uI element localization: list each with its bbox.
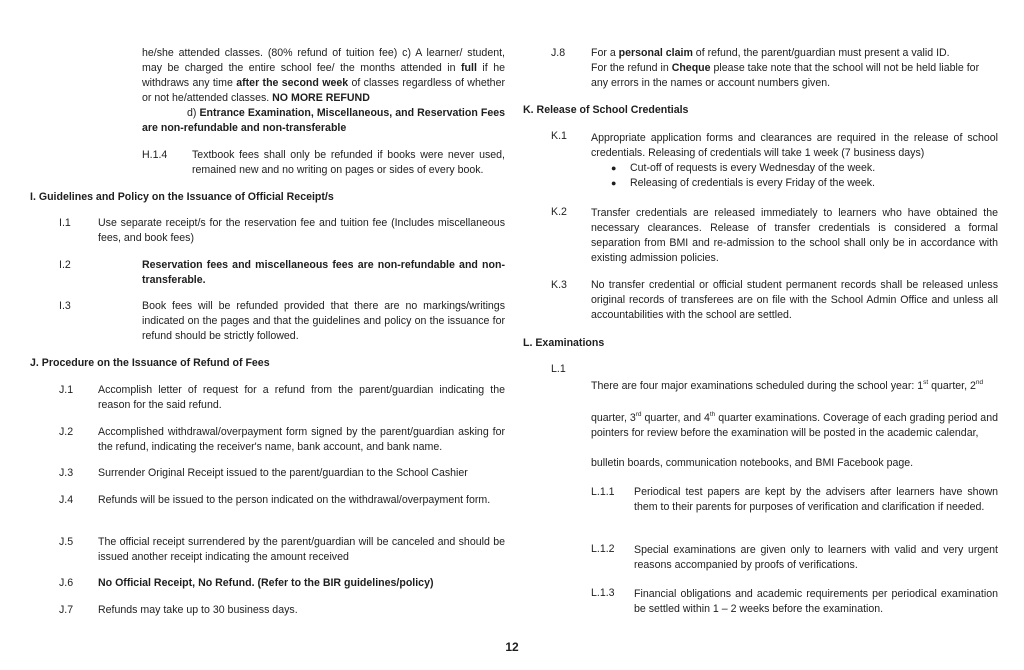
- j2-number: J.2: [59, 426, 74, 438]
- j8-line1: For a personal claim of refund, the parent/guardian must present a valid ID.: [591, 47, 950, 59]
- l13-number: L.1.3: [591, 587, 615, 599]
- j2-text: Accomplished withdrawal/overpayment form signed by the parent/guardian asking for the refund, indicating the receiver's name, bank account, and bank name.: [98, 426, 505, 453]
- j7-number: J.7: [59, 604, 74, 616]
- j4-text: Refunds will be issued to the person indicated on the withdrawal/overpayment form.: [98, 494, 491, 506]
- k1-number: K.1: [551, 130, 567, 142]
- j4-number: J.4: [59, 494, 74, 506]
- j1-number: J.1: [59, 384, 74, 396]
- k2-number: K.2: [551, 206, 567, 218]
- section-k-heading: K. Release of School Credentials: [523, 104, 689, 116]
- j8-line2: For the refund in Cheque please take note that the school will not be held liable for any errors in the names or account numbers given.: [591, 62, 980, 89]
- i1-number: I.1: [59, 217, 71, 229]
- l1-number: L.1: [551, 363, 566, 375]
- j6-number: J.6: [59, 577, 74, 589]
- l11-text: Periodical test papers are kept by the advisers after learners have shown them to their parents for purposes of verification and clarification if needed.: [634, 486, 998, 513]
- i2-number: I.2: [59, 259, 71, 271]
- k3-number: K.3: [551, 279, 567, 291]
- h14-text: Textbook fees shall only be refunded if books were never used, remained new and no writing on pages or sides of every book.: [192, 149, 505, 176]
- section-l-heading: L. Examinations: [523, 337, 605, 349]
- k3-text: No transfer credential or official student permanent records shall be released unless original records of transferees are on file with the School Admin Office and unless all accountabilities with the school are settled.: [591, 279, 998, 321]
- l13-text: Financial obligations and academic requirements per periodical examination be settled within 1 – 2 weeks before the examination.: [634, 588, 998, 615]
- i2-text: Reservation fees and miscellaneous fees are non-refundable and non-transferable.: [142, 259, 505, 286]
- i3-number: I.3: [59, 300, 71, 312]
- h-continuation-paragraph: he/she attended classes. (80% refund of tuition fee) c) A learner/ student, may be charged the entire school fee/ the months attended in full if he withdraws any time after the second week of classes regardless of whether or not he/attended classes. NO MORE REFUND: [142, 47, 505, 104]
- k1-text: Appropriate application forms and clearances are required in the release of school credentials. Releasing of credentials will take 1 week (7 business days): [591, 132, 998, 159]
- l1-text-last: bulletin boards, communication notebooks, and BMI Facebook page.: [591, 457, 914, 469]
- j3-number: J.3: [59, 467, 74, 479]
- j8-number: J.8: [551, 47, 566, 59]
- k2-text: Transfer credentials are released immediately to learners who have obtained the necessary clearances. Release of transfer credentials is considered a formal separation from BMI and re-admission to the school shall only be in accordance with existing admission policies.: [591, 207, 998, 264]
- section-i-heading: I. Guidelines and Policy on the Issuance of Official Receipt/s: [30, 191, 334, 203]
- j6-text: No Official Receipt, No Refund. (Refer to the BIR guidelines/policy): [98, 577, 434, 589]
- i3-text: Book fees will be refunded provided that there are no markings/writings indicated on the pages and that the guidelines and policy on the issuance for refund should be strictly followed.: [142, 300, 505, 342]
- l1-text-cont: quarter, 3rd quarter, and 4th quarter examinations. Coverage of each grading period and pointers for review before the examination will be posted in the academic calendar,: [591, 411, 998, 439]
- j3-text: Surrender Original Receipt issued to the parent/guardian to the School Cashier: [98, 467, 468, 479]
- l12-number: L.1.2: [591, 543, 615, 555]
- j5-number: J.5: [59, 536, 74, 548]
- j1-text: Accomplish letter of request for a refund from the parent/guardian indicating the reason for the said refund.: [98, 384, 505, 411]
- i1-text: Use separate receipt/s for the reservation fee and tuition fee (Includes miscellaneous fees, and book fees): [98, 217, 505, 244]
- h-continuation-item-d: d) Entrance Examination, Miscellaneous, and Reservation Fees are non-refundable and non-transferable: [142, 107, 505, 134]
- j5-text: The official receipt surrendered by the parent/guardian will be canceled and should be issued another receipt indicating the amount received: [98, 536, 505, 563]
- section-j-heading: J. Procedure on the Issuance of Refund of Fees: [30, 357, 270, 369]
- bullet-dot-icon: ●: [611, 163, 617, 173]
- j7-text: Refunds may take up to 30 business days.: [98, 604, 298, 616]
- l11-number: L.1.1: [591, 486, 615, 498]
- bullet-dot-icon: ●: [611, 178, 617, 188]
- page-number: 12: [505, 640, 519, 654]
- h14-number: H.1.4: [142, 149, 168, 161]
- l1-text: There are four major examinations scheduled during the school year: 1st quarter, 2nd: [591, 379, 984, 392]
- l12-text: Special examinations are given only to learners with valid and very urgent reasons accompanied by proofs of verifications.: [634, 544, 998, 571]
